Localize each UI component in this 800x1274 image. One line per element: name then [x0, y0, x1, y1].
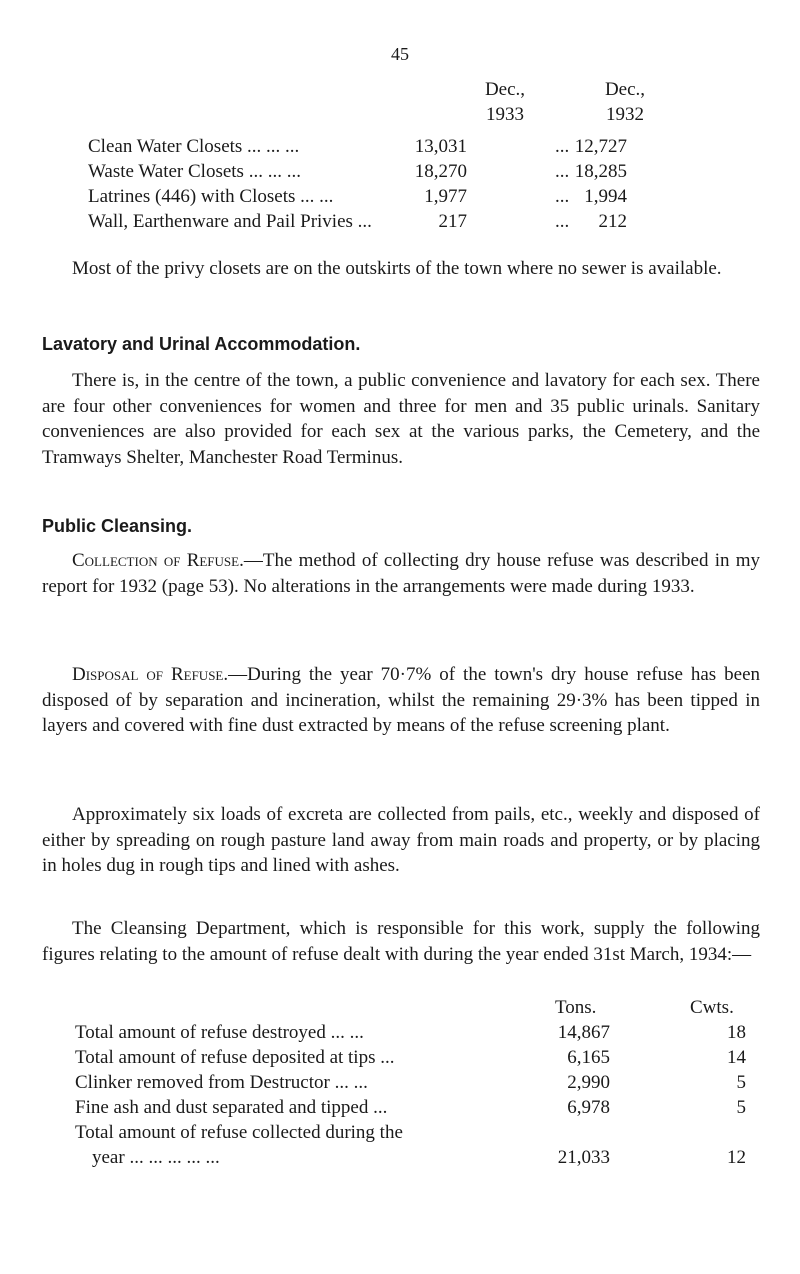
- paragraph-privy-text: Most of the privy closets are on the outskirts of the town where no sewer is available.: [72, 258, 722, 279]
- value-1933: 13,031: [414, 136, 467, 157]
- value-tons: 6,165: [567, 1047, 610, 1068]
- row-label: Latrines (446) with Closets ... ...: [88, 186, 334, 207]
- table-row: [0, 1097, 800, 1122]
- leader: ...: [555, 186, 570, 207]
- col-header-1932-line2: 1932: [606, 104, 644, 125]
- col-header-cwts: Cwts.: [690, 997, 734, 1018]
- value-cwts: 5: [736, 1072, 746, 1093]
- paragraph-lavatory-text: There is, in the centre of the town, a public convenience and lavatory for each sex. There are four other conveniences for women and three for men and 35 public urinals. Sanitary conveniences are also provided for each sex at the various parks, the Cemetery, and the Tramways Shelter, Manchester Road Terminus.: [42, 370, 760, 468]
- row-label: Clean Water Closets ... ... ...: [88, 136, 300, 157]
- row-label: Total amount of refuse collected during the: [75, 1122, 403, 1143]
- paragraph-disposal: [42, 662, 760, 739]
- col-header-1933: [470, 77, 540, 127]
- col-header-1932-line1: Dec.,: [604, 79, 646, 100]
- paragraph-privy-closets: [42, 256, 760, 282]
- table-row: [0, 1122, 800, 1147]
- value-1933: 1,977: [424, 186, 467, 207]
- table-row: [0, 186, 800, 211]
- collection-title: Collection of Refuse.: [72, 550, 244, 571]
- value-cwts: 5: [736, 1097, 746, 1118]
- disposal-title: Disposal of Refuse.: [72, 664, 229, 685]
- row-label: Clinker removed from Destructor ... ...: [75, 1072, 368, 1093]
- table-row: [0, 211, 800, 236]
- row-label: Fine ash and dust separated and tipped ...: [75, 1097, 388, 1118]
- table-row: [0, 1022, 800, 1047]
- value-1933: 18,270: [414, 161, 467, 182]
- value-cwts: 18: [727, 1022, 746, 1043]
- table-row: [0, 136, 800, 161]
- table-row: [0, 1072, 800, 1097]
- value-tons: 6,978: [567, 1097, 610, 1118]
- paragraph-excreta: [42, 802, 760, 879]
- leader: ...: [555, 136, 570, 157]
- table-row: [0, 161, 800, 186]
- value-1932: 18,285: [574, 161, 627, 182]
- col-header-1932: [590, 77, 660, 127]
- row-label: Total amount of refuse destroyed ... ...: [75, 1022, 364, 1043]
- table-row: [0, 1047, 800, 1072]
- table-row: [0, 1147, 800, 1172]
- value-1932: 212: [598, 211, 627, 232]
- value-cwts: 14: [727, 1047, 746, 1068]
- col-header-tons: Tons.: [555, 997, 597, 1018]
- value-tons: 21,033: [557, 1147, 610, 1168]
- collection-text: —The method of collecting dry house refuse was described in my report for 1932 (page 53). No alterations in the arrangements were made during 1933.: [42, 550, 761, 597]
- value-1932: 1,994: [584, 186, 627, 207]
- row-label: Total amount of refuse deposited at tips ...: [75, 1047, 395, 1068]
- row-label: Wall, Earthenware and Pail Privies ...: [88, 211, 372, 232]
- paragraph-excreta-text: Approximately six loads of excreta are collected from pails, etc., weekly and disposed of either by spreading on rough pasture land away from main roads and property, or by placing in holes dug in rough tips and lined with ashes.: [42, 804, 760, 876]
- leader: ...: [555, 211, 570, 232]
- col-header-1933-line1: Dec.,: [484, 79, 526, 100]
- paragraph-cleansing-department: [42, 916, 760, 967]
- heading-lavatory: Lavatory and Urinal Accommodation.: [42, 334, 361, 354]
- row-label: year ... ... ... ... ...: [92, 1147, 220, 1168]
- row-label: Waste Water Closets ... ... ...: [88, 161, 301, 182]
- col-header-1933-line2: 1933: [486, 104, 524, 125]
- value-tons: 2,990: [567, 1072, 610, 1093]
- paragraph-collection: [42, 548, 760, 599]
- value-1933: 217: [438, 211, 467, 232]
- value-1932: 12,727: [574, 136, 627, 157]
- value-tons: 14,867: [557, 1022, 610, 1043]
- leader: ...: [555, 161, 570, 182]
- disposal-text: —During the year 70·7% of the town's dry house refuse has been disposed of by separation and incineration, whilst the remaining 29·3% has been tipped in layers and covered with fine dust extracted by means of the refuse screening plant.: [42, 664, 760, 736]
- page-number: 45: [391, 44, 409, 64]
- paragraph-lavatory: [42, 368, 760, 470]
- paragraph-department-text: The Cleansing Department, which is responsible for this work, supply the following figures relating to the amount of refuse dealt with during the year ended 31st March, 1934:—: [42, 918, 760, 965]
- value-cwts: 12: [727, 1147, 746, 1168]
- heading-public-cleansing: Public Cleansing.: [42, 516, 193, 536]
